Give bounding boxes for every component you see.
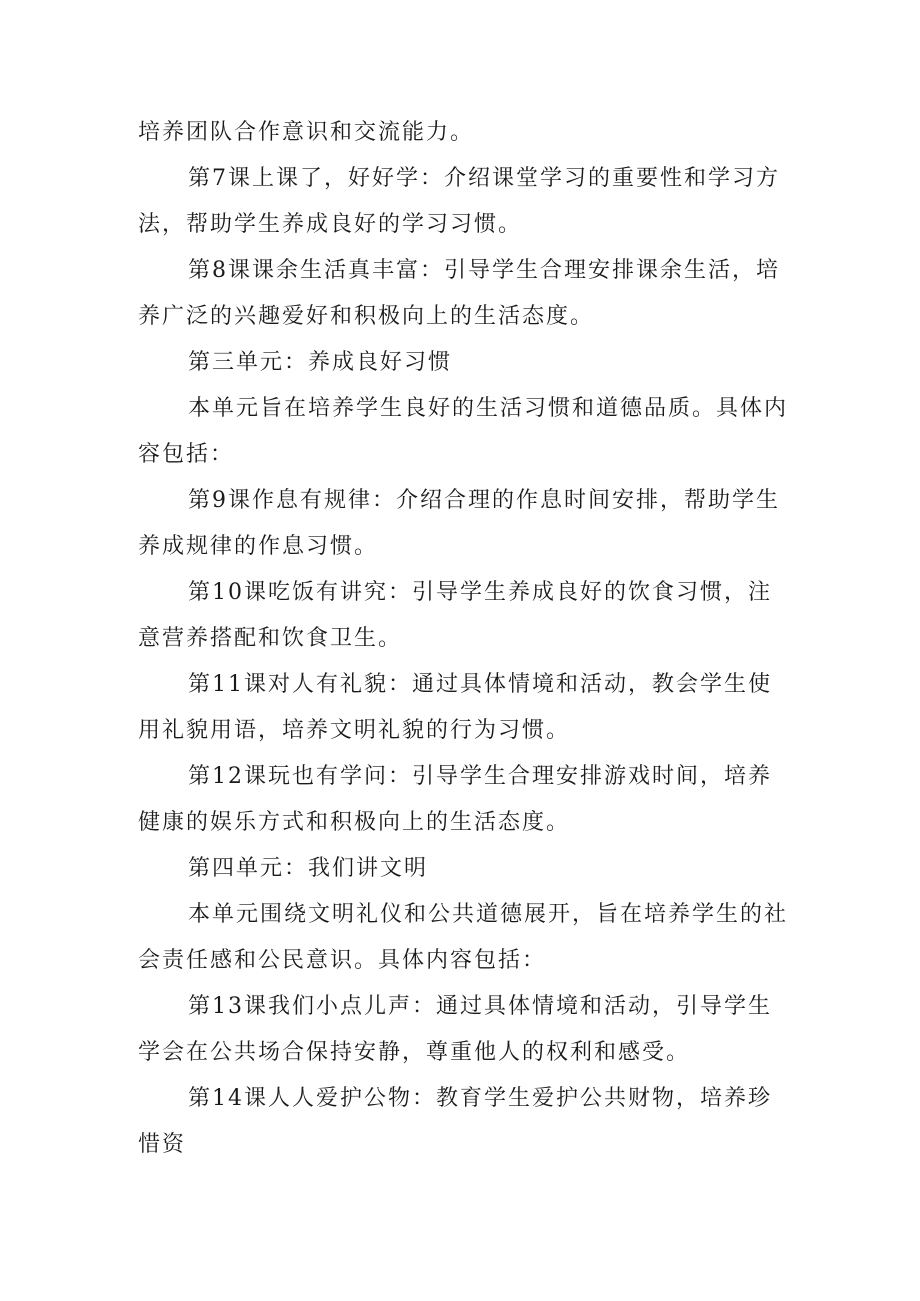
document-body bbox=[138, 110, 792, 1168]
paragraph: 第7课上课了，好好学：介绍课堂学习的重要性和学习方法，帮助学生养成良好的学习习惯。 bbox=[138, 166, 780, 237]
paragraph: 第9课作息有规律：介绍合理的作息时间安排，帮助学生养成规律的作息习惯。 bbox=[138, 488, 780, 559]
section-heading: 第四单元：我们讲文明 bbox=[188, 856, 429, 881]
paragraph: 第12课玩也有学问：引导学生合理安排游戏时间，培养健康的娱乐方式和积极向上的生活态度。 bbox=[138, 764, 772, 835]
section-heading: 第三单元：养成良好习惯 bbox=[188, 350, 453, 375]
paragraph: 本单元围绕文明礼仪和公共道德展开，旨在培养学生的社会责任感和公民意识。具体内容包括： bbox=[138, 902, 789, 973]
paragraph: 培养团队合作意识和交流能力。 bbox=[138, 120, 475, 145]
paragraph: 第10课吃饭有讲究：引导学生养成良好的饮食习惯，注意营养搭配和饮食卫生。 bbox=[138, 580, 772, 651]
paragraph: 第8课课余生活真丰富：引导学生合理安排课余生活，培养广泛的兴趣爱好和积极向上的生活态度。 bbox=[138, 258, 780, 329]
paragraph: 第14课人人爱护公物：教育学生爱护公共财物，培养珍惜资 bbox=[138, 1086, 772, 1157]
paragraph: 本单元旨在培养学生良好的生活习惯和道德品质。具体内容包括： bbox=[138, 396, 789, 467]
paragraph: 第13课我们小点儿声：通过具体情境和活动，引导学生学会在公共场合保持安静，尊重他人的权利和感受。 bbox=[138, 994, 772, 1065]
paragraph: 第11课对人有礼貌：通过具体情境和活动，教会学生使用礼貌用语，培养文明礼貌的行为习惯。 bbox=[138, 672, 772, 743]
